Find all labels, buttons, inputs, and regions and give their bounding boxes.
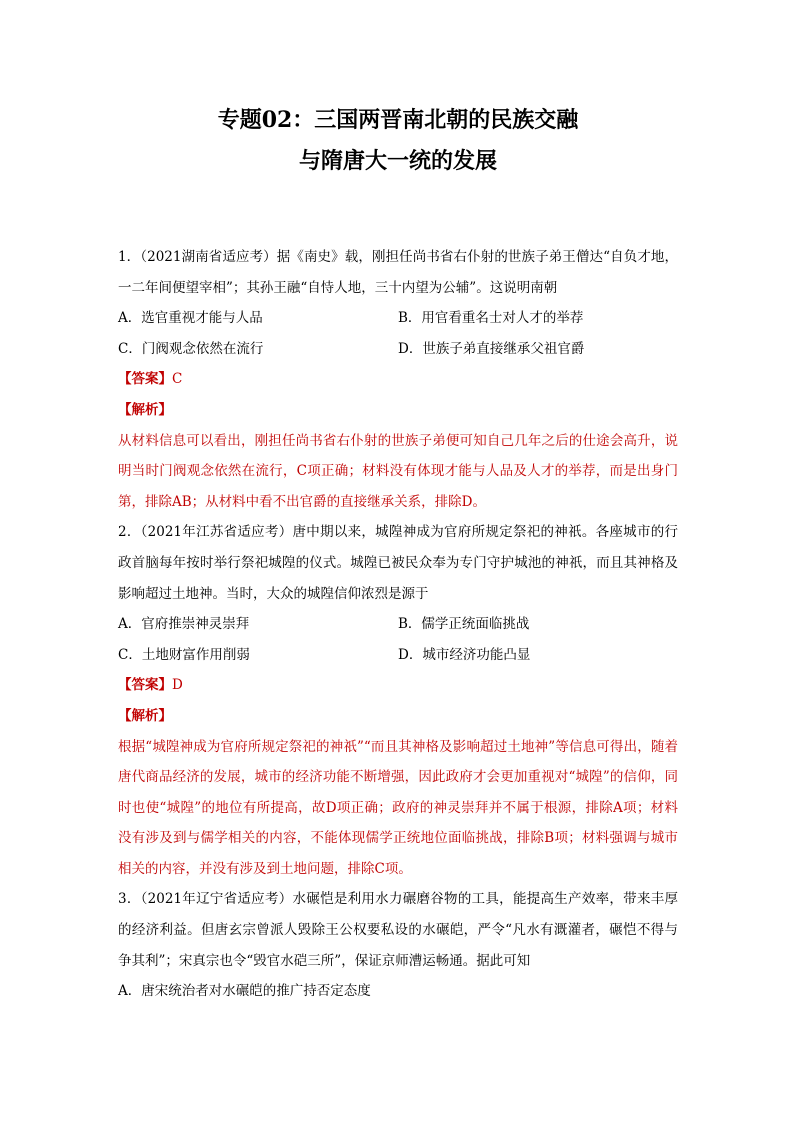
- answer-line: [118, 364, 678, 395]
- option-d: D．城市经济功能凸显: [398, 646, 531, 663]
- document-title-line-1: 专题02：三国两晋南北朝的民族交融: [217, 107, 579, 133]
- answer-line: [118, 670, 678, 701]
- analysis-text: 根据“城隍神成为官府所规定祭祀的神祇”“而且其神格及影响超过土地神”等信息可得出，随着唐代商品经济的发展，城市的经济功能不断增强，因此政府才会更加重视对“城隍”的信仰，同时也使“城隍”的地位有所提高，故D项正确；政府的神灵崇拜并不属于根源，排除A项；材料没有涉及到与儒学相关的内容，不能体现儒学正统地位面临挑战，排除B项；材料强调与城市相关的内容，并没有涉及到土地问题，排除C项。: [118, 738, 678, 877]
- option-a: A．选官重视才能与人品: [118, 310, 263, 327]
- question-1: [118, 242, 678, 517]
- option-d: D．世族子弟直接继承父祖官爵: [398, 340, 585, 357]
- answer-value: C: [172, 371, 183, 388]
- option-a: A．官府推崇神灵崇拜: [118, 616, 250, 633]
- options-list: [118, 609, 678, 670]
- analysis-label: 【解析】: [118, 401, 172, 418]
- option-c: C．门阀观念依然在流行: [118, 340, 264, 357]
- answer-label: 【答案】: [118, 371, 172, 388]
- question-stem: 2．（2021年江苏省适应考）唐中期以来，城隍神成为官府所规定祭祀的神祇。各座城市的行政首脑每年按时举行祭祀城隍的仪式。城隍已被民众奉为专门守护城池的神祇，而且其神格及影响超过土地神。当时，大众的城隍信仰浓烈是源于: [118, 524, 678, 602]
- option-c: C．土地财富作用削弱: [118, 646, 250, 663]
- options-list: [118, 303, 678, 364]
- answer-label: 【答案】: [118, 677, 172, 694]
- option-b: B．儒学正统面临挑战: [398, 616, 530, 633]
- answer-value: D: [172, 677, 183, 694]
- question-stem: 1．（2021湖南省适应考）据《南史》载，刚担任尚书省右仆射的世族子弟王僧达“自负才地，一二年间便望宰相”；其孙王融“自恃人地，三十内望为公辅”。这说明南朝: [118, 249, 678, 296]
- options-list: [118, 976, 678, 1007]
- document-body: [118, 242, 678, 1007]
- analysis-label: 【解析】: [118, 707, 172, 724]
- option-a: A．唐宋统治者对水碾皑的推广持否定态度: [118, 983, 371, 1000]
- analysis-text: 从材料信息可以看出，刚担任尚书省右仆射的世族子弟便可知自己几年之后的仕途会高升，说明当时门阀观念依然在流行，C项正确；材料没有体现才能与人品及人才的举荐，而是出身门第，排除AB；从材料中看不出官爵的直接继承关系，排除D。: [118, 432, 678, 510]
- option-b: B．用官看重名士对人才的举荐: [398, 310, 584, 327]
- question-stem: 3．（2021年辽宁省适应考）水碾恺是利用水力碾磨谷物的工具，能提高生产效率，带来丰厚的经济利益。但唐玄宗曾派人毁除王公权要私设的水碾皑，严令“凡水有溉灌者，碾恺不得与争其利”；宋真宗也令“毁官水硙三所”，保证京师漕运畅通。据此可知: [118, 891, 678, 969]
- question-2: [118, 517, 678, 884]
- document-title-line-2: 与隋唐大一统的发展: [298, 148, 497, 174]
- question-3: [118, 884, 678, 1006]
